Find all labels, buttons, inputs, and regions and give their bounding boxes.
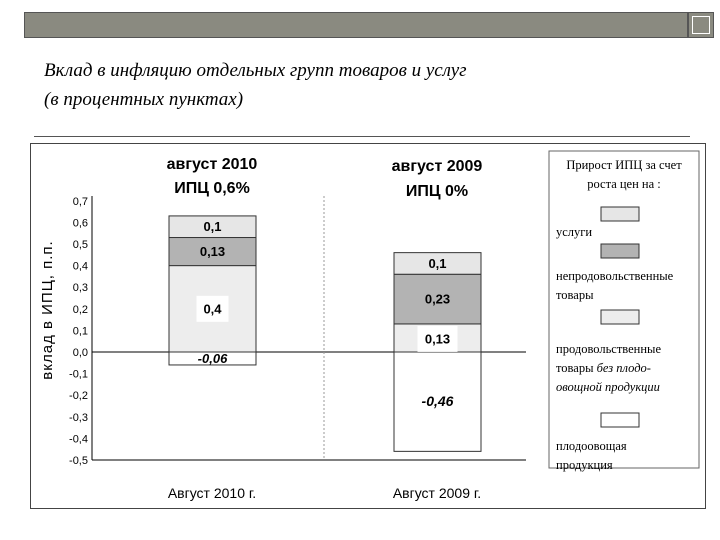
y-tick-label: 0,6 — [72, 217, 88, 230]
y-tick-label: 0,1 — [72, 325, 88, 338]
y-tick-label: 0,5 — [72, 239, 88, 251]
bar-label-fruitveg-1: -0,46 — [421, 393, 454, 410]
y-tick-label: 0,7 — [72, 195, 88, 208]
legend-swatch-food — [601, 310, 639, 324]
y-tick-label: 0,0 — [72, 347, 88, 359]
category-label-2009: Август 2009 г. — [392, 485, 482, 501]
bar-label-nonfood-0: 0,13 — [199, 244, 226, 260]
y-tick-label: 0,4 — [72, 260, 88, 273]
legend-title-line2: роста цен на : — [587, 177, 661, 191]
legend-swatch-fruitveg — [601, 413, 639, 427]
header-2010-line2: ИПЦ 0,6% — [174, 180, 250, 197]
slide-title-line1: Вклад в инфляцию отдельных групп товаров и услуг — [44, 60, 467, 81]
legend-label-food-line1: продовольственные — [556, 342, 661, 356]
bar-label-fruitveg-0: -0,06 — [197, 350, 228, 366]
y-tick-label: 0,3 — [72, 282, 88, 295]
y-tick-label: -0,5 — [69, 455, 88, 467]
y-tick-label: -0,4 — [69, 433, 88, 446]
legend-swatch-services — [601, 207, 639, 221]
legend-label-food-line2 — [556, 361, 651, 375]
y-tick-label: -0,3 — [69, 411, 88, 424]
bar-label-services-1: 0,1 — [428, 255, 447, 271]
y-tick-label: -0,2 — [69, 390, 88, 403]
category-label-2010: Август 2010 г. — [167, 485, 257, 501]
legend-swatch-nonfood — [601, 244, 639, 258]
legend-label-nonfood-line1: непродовольственные — [556, 269, 674, 283]
bar-label-food-1: 0,13 — [424, 331, 451, 347]
legend-label-fruitveg-line2: продукция — [556, 458, 613, 472]
legend-label-services: услуги — [556, 225, 593, 239]
y-tick-label: -0,1 — [69, 368, 88, 381]
legend-label-fruitveg-line1: плодоовощая — [556, 439, 627, 453]
legend-label-food-italic1: без плодо- — [596, 361, 651, 375]
header-2010-line1: август 2010 — [166, 156, 258, 173]
slide-title-line2: (в процентных пунктах) — [44, 89, 244, 110]
legend-label-nonfood-line2: товары — [556, 288, 594, 302]
y-axis-label: вклад в ИПЦ, п.п. — [39, 240, 56, 380]
bar-label-food-0: 0,4 — [203, 301, 222, 317]
bar-label-nonfood-1: 0,23 — [424, 291, 451, 307]
bar-label-services-0: 0,1 — [203, 219, 222, 235]
y-tick-label: 0,2 — [72, 303, 88, 316]
legend-title-line1: Прирост ИПЦ за счет — [566, 158, 682, 172]
header-2009-line2: ИПЦ 0% — [405, 183, 469, 200]
legend-label-food-word: товары — [556, 361, 594, 375]
legend-label-food-line3: овощной продукции — [556, 380, 660, 394]
y-tick-labels — [69, 196, 88, 467]
header-2009-line1: август 2009 — [391, 158, 483, 175]
